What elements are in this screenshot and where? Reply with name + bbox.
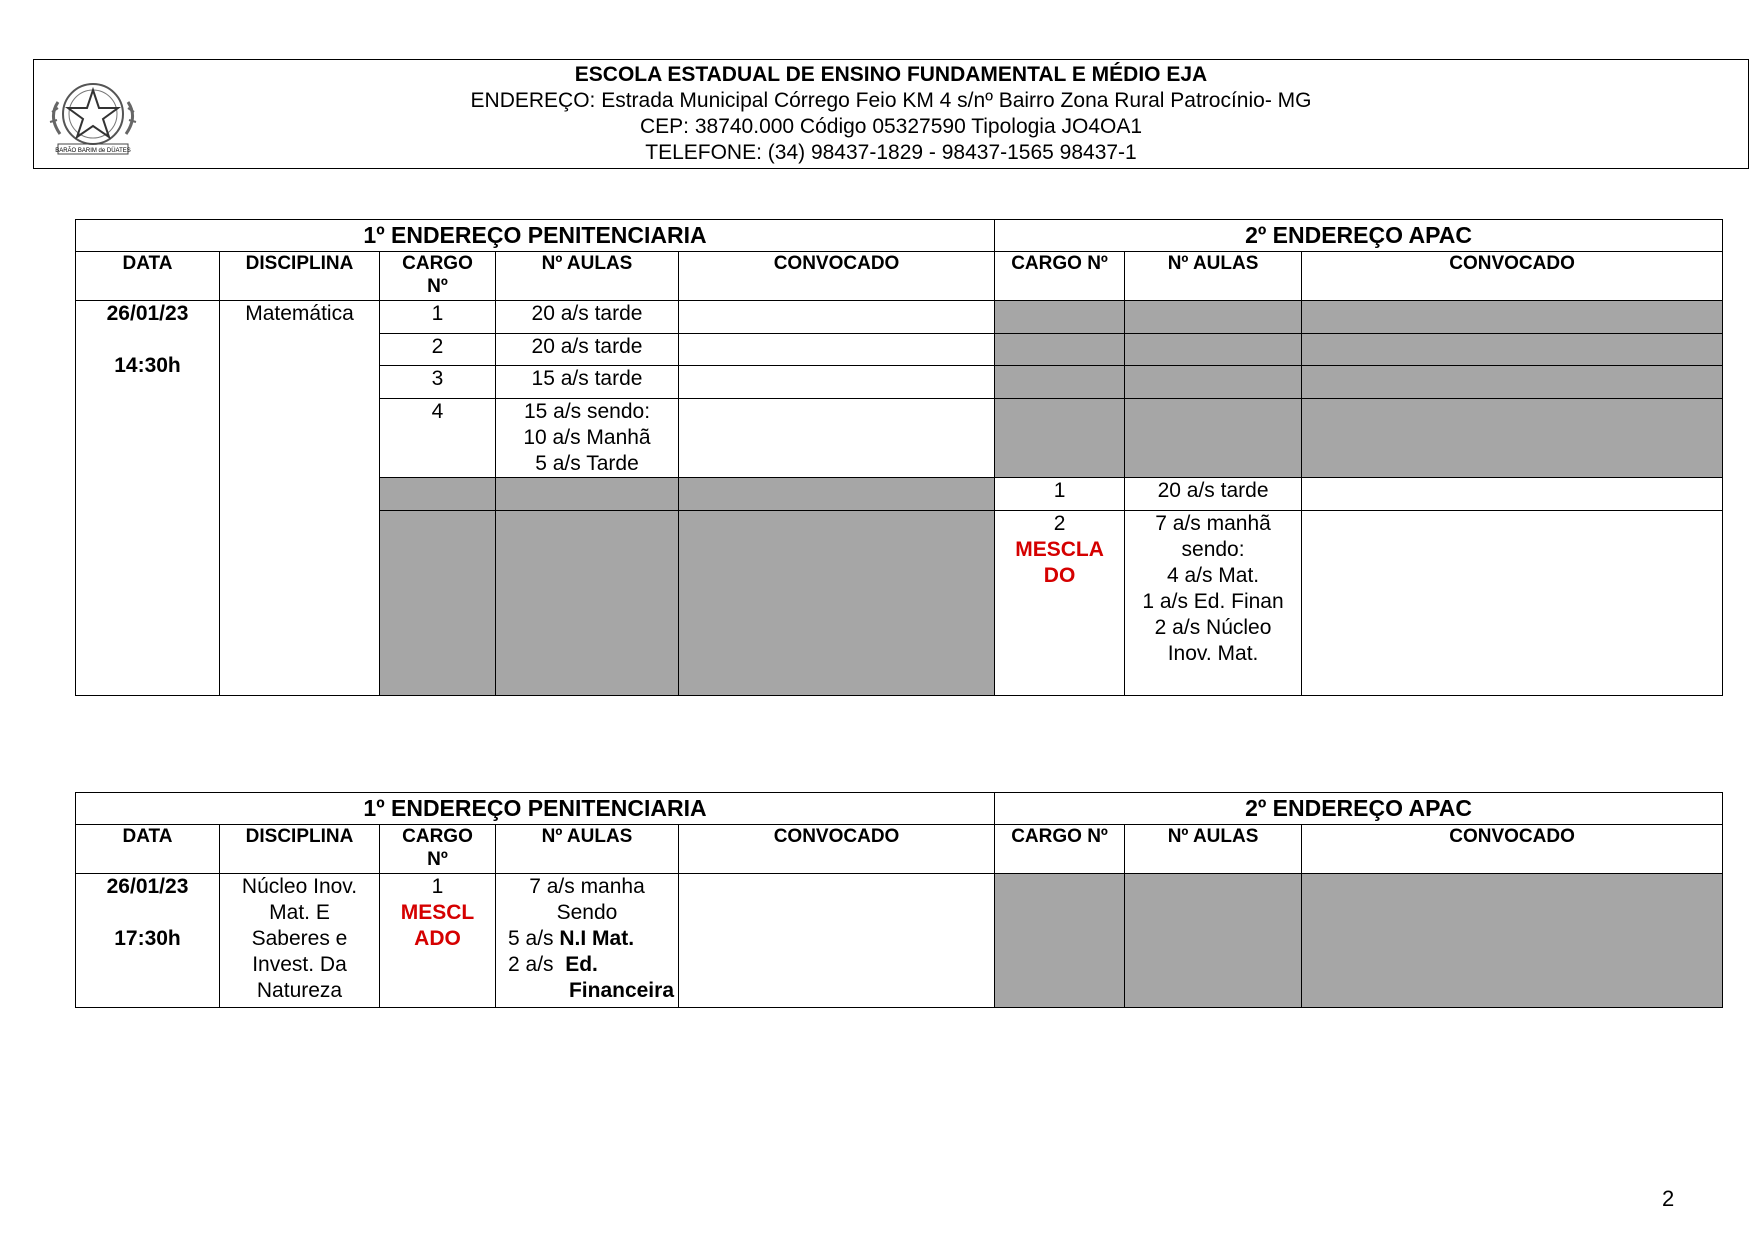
header-data: DATA [76,825,220,874]
convocado-apac-cell[interactable] [1302,511,1723,696]
shaded-cell [1302,334,1723,366]
cargo-cell: 2 [380,334,496,366]
cargo-cell: 1 [380,301,496,334]
shaded-cell [995,399,1125,478]
shaded-cell [995,334,1125,366]
header-aulas-apac: Nº AULAS [1125,252,1302,301]
shaded-cell [1302,874,1723,1008]
aulas-cell: 20 a/s tarde [496,334,679,366]
shaded-cell [1125,399,1302,478]
mesclado-tag: MESCL [400,901,475,924]
header-cargo: CARGO Nº [380,252,496,301]
header-data: DATA [76,252,220,301]
cargo-apac-cell: 1 [995,478,1125,511]
section-penitenciaria: 1º ENDEREÇO PENITENCIARIA [76,220,995,252]
header-convocado-apac: CONVOCADO [1302,252,1723,301]
section-apac: 2º ENDEREÇO APAC [995,793,1723,825]
shaded-cell [1302,399,1723,478]
shaded-cell [995,301,1125,334]
schedule-table-2 [75,792,1723,1008]
shaded-cell [1125,301,1302,334]
shaded-cell [496,511,679,696]
shaded-cell [380,478,496,511]
schedule-table-1 [75,219,1723,696]
header-disciplina: DISCIPLINA [220,252,380,301]
school-phone: TELEFONE: (34) 98437-1829 - 98437-1565 98437-1 [645,141,1137,164]
shaded-cell [496,478,679,511]
cargo-apac-cell: 2 MESCLA DO [995,511,1125,696]
disciplina-cell: Matemática [220,301,380,696]
school-address: ENDEREÇO: Estrada Municipal Córrego Feio KM 4 s/nº Bairro Zona Rural Patrocínio- MG [470,89,1312,112]
header-convocado-apac: CONVOCADO [1302,825,1723,874]
shaded-cell [995,366,1125,399]
convocado-cell[interactable] [679,301,995,334]
section-apac: 2º ENDEREÇO APAC [995,220,1723,252]
date-cell: 26/01/23 14:30h [76,301,220,696]
header-convocado: CONVOCADO [679,252,995,301]
school-header [33,59,1749,169]
header-aulas-apac: Nº AULAS [1125,825,1302,874]
convocado-cell[interactable] [679,399,995,478]
header-cargo-apac: CARGO Nº [995,252,1125,301]
aulas-cell: 15 a/s tarde [496,366,679,399]
shaded-cell [1125,874,1302,1008]
header-cargo: CARGO Nº [380,825,496,874]
table-row [76,301,1723,334]
school-cep: CEP: 38740.000 Código 05327590 Tipologia JO4OA1 [639,115,1143,138]
aulas-apac-cell: 7 a/s manhã sendo: 4 a/s Mat. 1 a/s Ed. Finan 2 a/s Núcleo Inov. Mat. [1125,511,1302,696]
header-aulas: Nº AULAS [496,825,679,874]
table-row [76,874,1723,1008]
school-name: ESCOLA ESTADUAL DE ENSINO FUNDAMENTAL E MÉDIO EJA [574,63,1208,86]
header-disciplina: DISCIPLINA [220,825,380,874]
shaded-cell [1125,334,1302,366]
convocado-cell[interactable] [679,334,995,366]
convocado-cell[interactable] [679,366,995,399]
aulas-cell: 7 a/s manha Sendo 5 a/s N.I Mat. 2 a/s Ed. Financeira [496,874,679,1008]
cargo-cell: 4 [380,399,496,478]
convocado-apac-cell[interactable] [1302,478,1723,511]
shaded-cell [995,874,1125,1008]
shaded-cell [679,478,995,511]
cargo-cell: 3 [380,366,496,399]
header-cargo-apac: CARGO Nº [995,825,1125,874]
convocado-cell[interactable] [679,874,995,1008]
shaded-cell [380,511,496,696]
shaded-cell [1125,366,1302,399]
aulas-cell: 15 a/s sendo: 10 a/s Manhã 5 a/s Tarde [496,399,679,478]
header-convocado: CONVOCADO [679,825,995,874]
cargo-cell: 1 MESCL ADO [380,874,496,1008]
date-cell: 26/01/23 17:30h [76,874,220,1008]
section-penitenciaria: 1º ENDEREÇO PENITENCIARIA [76,793,995,825]
mesclado-tag: MESCLA [1015,538,1104,561]
aulas-apac-cell: 20 a/s tarde [1125,478,1302,511]
shaded-cell [1302,301,1723,334]
disciplina-cell: Núcleo Inov. Mat. E Saberes e Invest. Da Natureza [220,874,380,1008]
header-aulas: Nº AULAS [496,252,679,301]
aulas-cell: 20 a/s tarde [496,301,679,334]
shaded-cell [679,511,995,696]
page-number: 2 [1662,1186,1675,1211]
crest-banner-text: BARÃO BARIM de DÜATES [55,148,131,154]
shaded-cell [1302,366,1723,399]
